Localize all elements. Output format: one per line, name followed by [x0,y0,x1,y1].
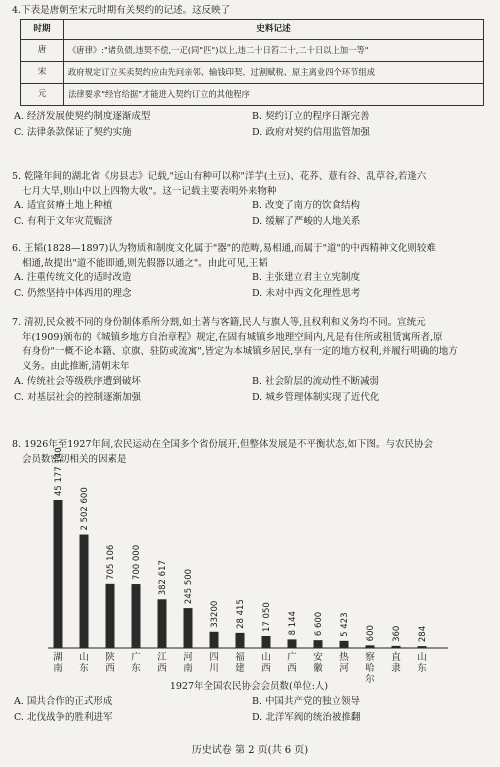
category-label: 徽 [313,663,323,674]
category-label: 安 [313,652,323,663]
options-row [12,287,488,303]
category-label: 川 [209,663,219,674]
row-record: 法律要求"经官给据"才能进入契约订立的其他程序 [64,83,484,105]
question-7-stem-line: 年(1909)颁布的《城镇乡地方自治章程》规定,在固有城镇乡地理空间内,凡是有住所或租赁寓所者,原 [22,331,443,343]
question-7-stem-line: 有身份"一概不论本籍、京旗、驻防或流寓",皆定为本城镇乡居民,享有一定的地方权利,并履行明确的地方 [22,346,458,358]
option-b[interactable]: B. 中国共产党的独立领导 [252,696,361,707]
option-b[interactable]: B. 契约订立的程序日渐完善 [252,110,370,122]
option-c[interactable]: C. 法律条款保证了契约实施 [14,126,132,138]
bar [418,646,427,648]
bar-value-label: 705 106 [106,544,116,580]
bar-value-label: 6 600 [314,611,324,637]
bar [236,633,245,648]
question-4 [12,4,488,142]
category-label: 哈 [365,663,375,674]
question-5 [12,170,488,231]
option-d[interactable]: D. 政府对契约信用监管加强 [252,126,370,138]
category-label: 河 [183,652,193,663]
question-5-stem-line: 5. 乾隆年间的湖北省《房县志》记载,"远山有种可以称"洋芋(土豆)、花荞、薏有谷、乱草谷,若逢六 [12,171,427,182]
question-7-stem-line: 义务。由此推断,清朝末年 [22,361,130,373]
option-d[interactable]: D. 未对中西文化理性思考 [252,288,361,300]
category-label: 广 [287,652,297,663]
option-c[interactable]: C. 对基层社会的控制逐渐加强 [14,391,141,403]
option-c[interactable]: C. 北伐战争的胜利进军 [14,712,113,723]
bar [106,584,115,648]
option-a[interactable]: A. 国共合作的正式形成 [14,696,113,707]
bar-value-label: 5 423 [340,612,350,637]
options-row [12,695,488,711]
bar-value-label: 382 617 [158,560,168,596]
bar [80,535,89,648]
option-c[interactable]: C. 有利于文年灾荒赈济 [14,216,113,228]
question-8 [12,438,488,467]
row-record: 《唐律》:"诸负债,违契不偿,一疋(同"匹")以上,违二十日笞二十,二十日以上加一等" [64,39,484,61]
bar-value-label: 28 415 [236,599,246,629]
question-7 [12,316,488,407]
category-label: 直 [391,652,401,663]
bar [366,645,375,648]
bar [184,608,193,648]
bar [340,641,349,648]
category-label: 广 [131,652,141,663]
bar-value-label: 45 177 140 [54,447,64,496]
bar [392,646,401,648]
category-label: 尔 [365,674,375,685]
bar [314,640,323,648]
category-label: 河 [339,663,349,674]
question-6 [12,242,488,303]
question-4-stem: 4.下表是唐朝至宋元时期有关契约的记述。这反映了 [12,5,231,16]
category-label: 西 [287,663,297,674]
category-label: 湖 [53,652,63,663]
options-row [12,126,488,142]
options-row [12,711,488,727]
category-label: 山 [261,652,271,663]
question-6-stem-line: 相通,故提出"道不能即通,则先假器以通之"。由此可见,王韬 [22,257,268,269]
table-row [21,83,484,105]
options-row [12,391,488,407]
option-d[interactable]: D. 城乡管理体制实现了近代化 [252,391,380,403]
option-b[interactable]: B. 改变了南方的饮食结构 [252,200,361,212]
row-record: 政府规定订立买卖契约应由先问亲邻、输钱印契、过割赋税、原主离业四个环节组成 [64,61,484,83]
bar [132,584,141,648]
category-label: 建 [235,663,245,674]
category-label: 东 [79,663,89,674]
chart-title: 1927年全国农民协会会员数(单位:人) [169,681,329,692]
option-d[interactable]: D. 缓解了严峻的人地关系 [252,216,361,228]
bar-value-label: 284 [418,625,428,643]
bar [262,636,271,648]
category-label: 东 [131,663,141,674]
category-label: 山 [417,652,427,663]
row-period: 元 [21,83,64,105]
question-7-stem-line: 7. 清初,民众被不同的身份制体系所分割,如土著与客籍,民人与旗人等,且权利和义务均不同。宣统元 [12,317,426,328]
category-label: 南 [183,663,193,674]
bar-value-label: 700 000 [132,544,142,581]
question-8-options [12,695,488,727]
question-8-stem-line: 会员数密切相关的因素是 [22,453,127,465]
category-label: 西 [157,663,167,674]
bar-value-label: 17 050 [262,602,272,632]
row-period: 宋 [21,61,64,83]
category-label: 察 [365,652,375,663]
row-period: 唐 [21,39,64,61]
options-row [12,215,488,231]
question-5-stem-line: 七月大旱,则山中以上四物大收"。这一记载主要表明外来物种 [22,185,277,197]
bar-value-label: 8 144 [288,611,298,636]
category-label: 江 [157,652,167,663]
options-row [12,271,488,287]
category-label: 陕 [105,652,115,663]
bar [288,639,297,648]
category-label: 隶 [391,663,401,674]
page-footer: 历史试卷 第 2 页(共 6 页) [191,745,309,756]
bar-value-label: 33200 [210,600,220,628]
bar [54,500,63,648]
option-a[interactable]: A. 注重传统文化的适时改造 [14,272,132,284]
category-label: 热 [339,652,349,663]
option-b[interactable]: B. 主张建立君主立宪制度 [252,272,361,284]
question-8-stem-line: 8. 1926年至1927年间,农民运动在全国多个省份展开,但整体发展是不平衡状态,如下图。与农民协会 [12,439,433,450]
category-label: 西 [105,663,115,674]
option-c[interactable]: C. 仍然坚持中体西用的理念 [14,288,132,300]
options-row [12,199,488,215]
contract-table [20,19,484,106]
option-a[interactable]: A. 经济发展使契约制度逐渐成型 [14,110,151,122]
option-b[interactable]: B. 社会阶层的流动性不断减弱 [252,375,380,387]
category-label: 四 [209,652,219,663]
option-a[interactable]: A. 适宜贫瘠土地上种植 [14,200,113,212]
bar-value-label: 600 [366,625,376,642]
bar [158,599,167,648]
bar-value-label: 360 [392,625,402,642]
table-header-record: 史料记述 [64,19,484,39]
category-label: 山 [79,652,89,663]
category-label: 西 [261,663,271,674]
bar-value-label: 2 502 600 [80,487,90,531]
options-row [12,375,488,391]
category-label: 南 [53,663,63,674]
question-6-stem-line: 6. 王韬(1828—1897)认为物质和制度文化属于"器"的范畴,易相通,而属于"道"的中西精神文化则较难 [12,243,436,254]
table-row [21,39,484,61]
category-label: 福 [235,652,245,663]
options-row [12,110,488,126]
bar-value-label: 245 500 [184,568,194,605]
bar [210,632,219,648]
table-header-period: 时期 [21,19,64,39]
table-row [21,61,484,83]
option-d[interactable]: D. 北洋军阀的统治被推翻 [252,712,361,723]
category-label: 东 [417,663,427,674]
option-a[interactable]: A. 传统社会等级秩序遭到破坏 [14,375,141,387]
